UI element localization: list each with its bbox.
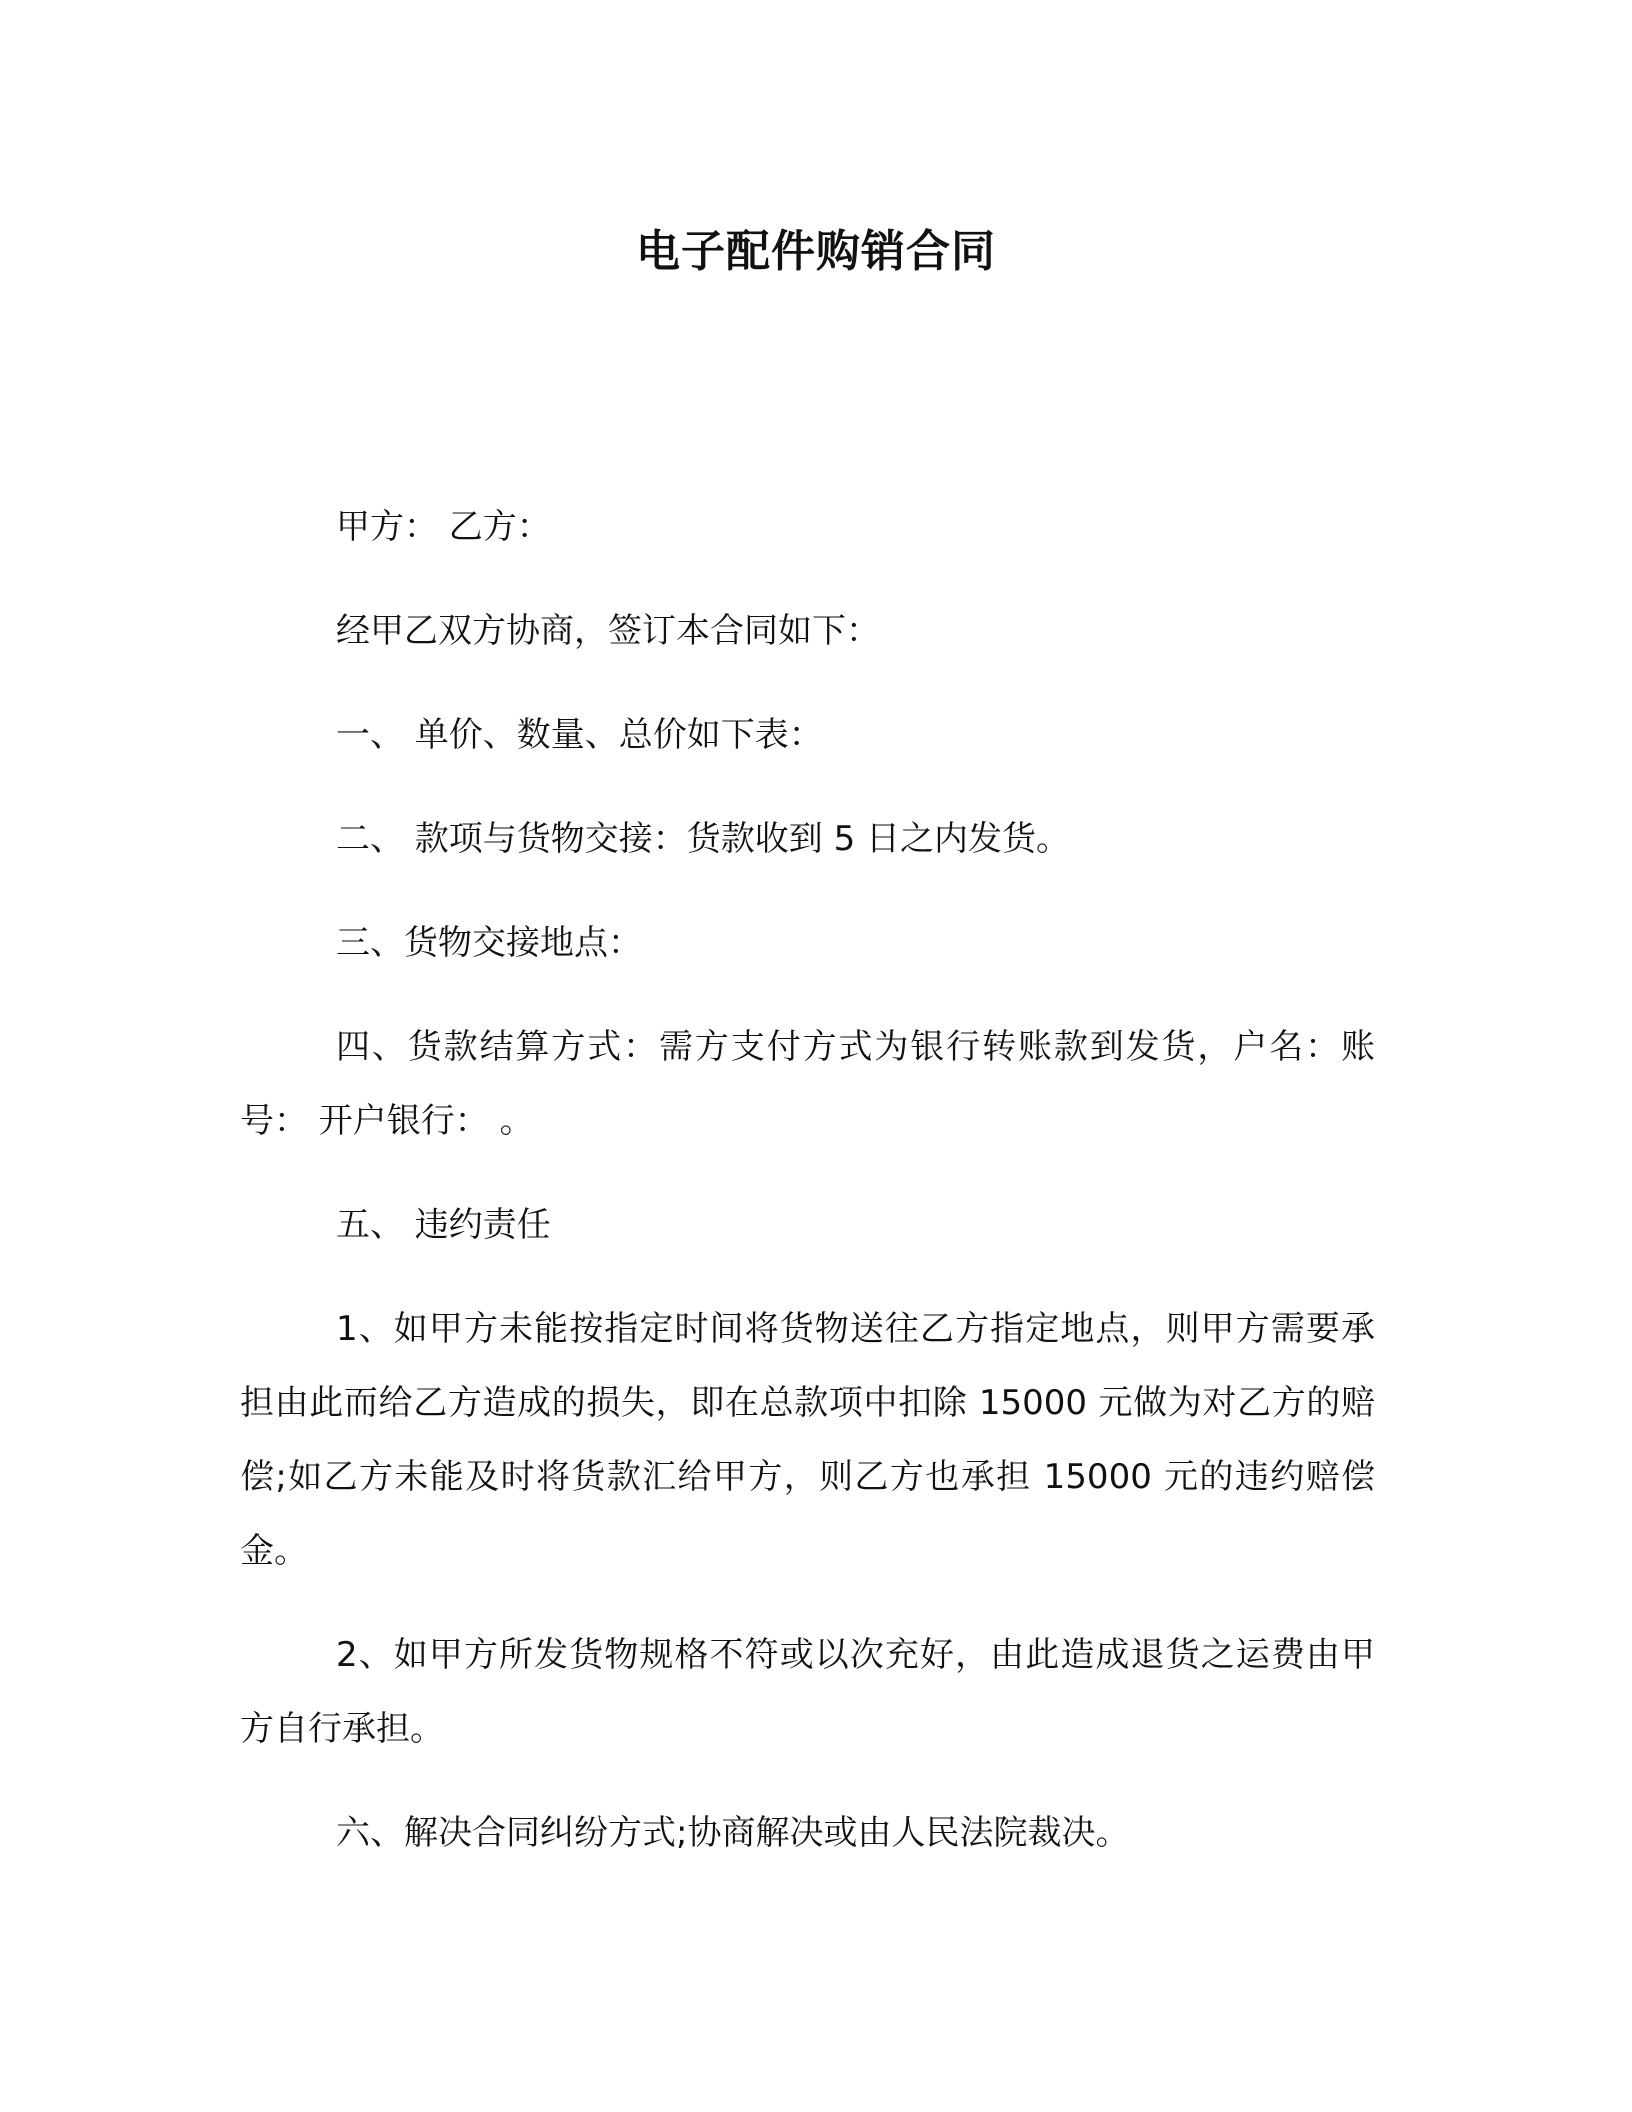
document-body: [240, 490, 1375, 1900]
paragraph-clause-5: 五、 违约责任: [336, 1205, 551, 1245]
paragraph-clause-2: 二、 款项与货物交接：货款收到 5 日之内发货。: [336, 819, 1071, 859]
paragraph-parties: 甲方： 乙方：: [336, 507, 551, 547]
paragraph-clause-5-item-2: 2、如甲方所发货物规格不符或以次充好，由此造成退货之运费由甲方自行承担。: [240, 1635, 1375, 1749]
paragraph-clause-1: 一、 单价、数量、总价如下表：: [336, 715, 823, 755]
paragraph-clause-3: 三、货物交接地点：: [336, 923, 642, 963]
paragraph-intro: 经甲乙双方协商，签订本合同如下：: [336, 611, 880, 651]
paragraph-clause-6: 六、解决合同纠纷方式;协商解决或由人民法院裁决。: [336, 1813, 1130, 1853]
document-title: 电子配件购销合同: [636, 226, 996, 277]
paragraph-clause-5-item-1: 1、如甲方未能按指定时间将货物送往乙方指定地点，则甲方需要承担由此而给乙方造成的损失，即在总款项中扣除 15000 元做为对乙方的赔偿;如乙方未能及时将货款汇给甲方，则乙方也承担 15000 元的违约赔偿金。: [240, 1309, 1375, 1571]
paragraph-clause-4: 四、货款结算方式：需方支付方式为银行转账款到发货，户名：账号： 开户银行： 。: [240, 1027, 1375, 1141]
